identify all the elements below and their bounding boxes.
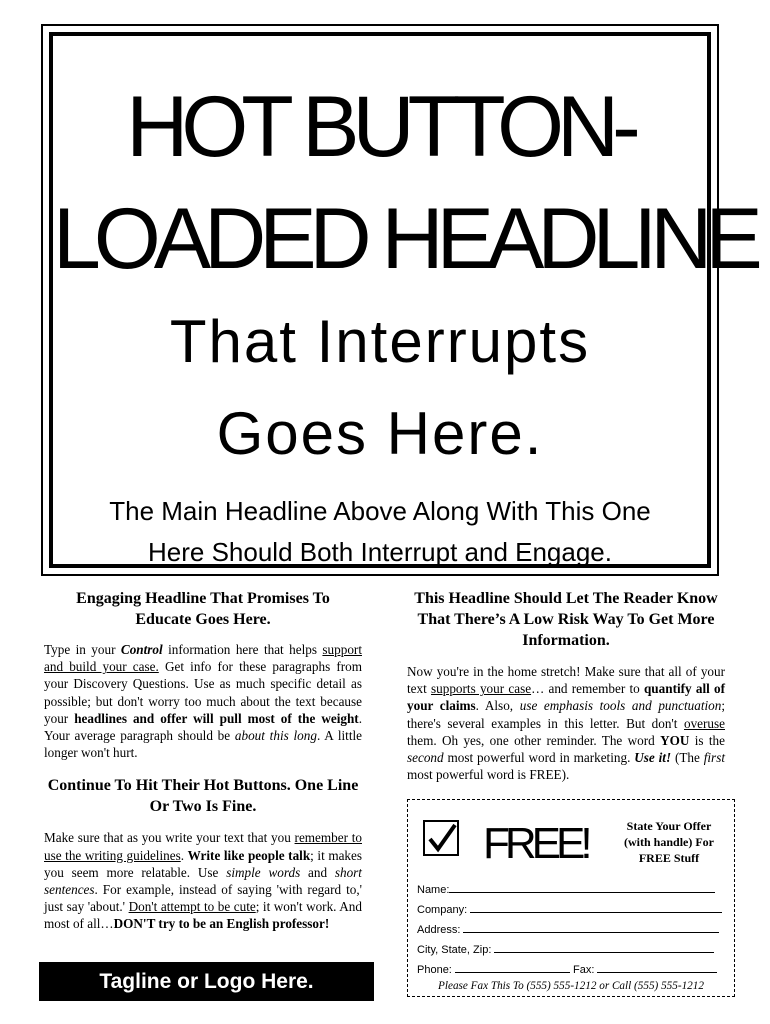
fax-line[interactable] — [597, 962, 717, 973]
tagline-bar: Tagline or Logo Here. — [39, 962, 374, 1001]
name-line[interactable] — [449, 882, 715, 893]
checkmark-icon — [425, 822, 461, 858]
subheadline-line-1: The Main Headline Above Along With This One — [109, 496, 651, 526]
left-column — [44, 588, 362, 933]
phone-fax-field[interactable] — [417, 962, 717, 977]
address-label: Address: — [417, 924, 461, 936]
address-line[interactable] — [463, 922, 719, 933]
name-field[interactable] — [417, 882, 715, 897]
left-heading-2: Continue To Hit Their Hot Buttons. One Line Or Two Is Fine. — [47, 777, 359, 816]
phone-label: Phone: — [417, 964, 452, 976]
headline-line-3: That Interrupts — [169, 308, 591, 375]
fax-note: Please Fax This To (555) 555-1212 or Call (555) 555-1212 — [438, 980, 704, 992]
address-field[interactable] — [417, 922, 719, 937]
offer-text: State Your Offer (with handle) For FREE Stuff — [624, 819, 714, 865]
right-heading: This Headline Should Let The Reader Know That There’s A Low Risk Way To Get More Information. — [414, 590, 718, 649]
fax-coupon — [407, 799, 735, 997]
city-state-zip-label: City, State, Zip: — [417, 944, 492, 956]
headline-box — [41, 24, 756, 576]
left-paragraph-2: Make sure that as you write your text that you remember to use the writing guidelines. Write like people talk; it makes you seem more relatable. Use simple words and short sentences. For example, instead of saying 'with regard to,' just say 'about.' Don't attempt to be cute; it won't work. And most of all…DON'T try to be an English professor! — [44, 830, 363, 932]
company-line[interactable] — [470, 902, 722, 913]
phone-line[interactable] — [455, 962, 570, 973]
right-paragraph: Now you're in the home stretch! Make sure that all of your text supports your case… and remember to quantify all of your claims. Also, use emphasis tools and punctuation; there's several examples in this letter. But don't overuse them. Oh yes, one other reminder. The word YOU is the second most powerful word in marketing. Use it! (The first most powerful word is FREE). — [407, 664, 726, 783]
city-state-zip-line[interactable] — [494, 942, 714, 953]
company-label: Company: — [417, 904, 468, 916]
free-label: FREE! — [483, 819, 588, 868]
left-paragraph-1: Type in your Control information here that helps support and build your case. Get info for these paragraphs from your Discovery Questions. Use as much specific detail as possible; but don't worry too much about the text because your headlines and offer will pull most of the weight. Your average paragraph should be about this long. A little longer won't hurt. — [44, 642, 363, 761]
fax-label: Fax: — [573, 964, 595, 976]
subheadline-line-2: Here Should Both Interrupt and Engage. — [148, 537, 612, 567]
headline-box-inner-border — [49, 32, 756, 568]
checkbox-checked-icon — [423, 820, 459, 856]
name-label: Name: — [417, 884, 450, 896]
right-column — [407, 588, 725, 783]
company-field[interactable] — [417, 902, 722, 917]
city-state-zip-field[interactable] — [417, 942, 714, 957]
headline-line-4: Goes Here. — [216, 400, 544, 467]
headline-line-2: LOADED HEADLINE — [53, 191, 756, 287]
left-heading-1: Engaging Headline That Promises To Educate Goes Here. — [76, 590, 330, 628]
headline-line-1: HOT BUTTON- — [126, 79, 634, 175]
